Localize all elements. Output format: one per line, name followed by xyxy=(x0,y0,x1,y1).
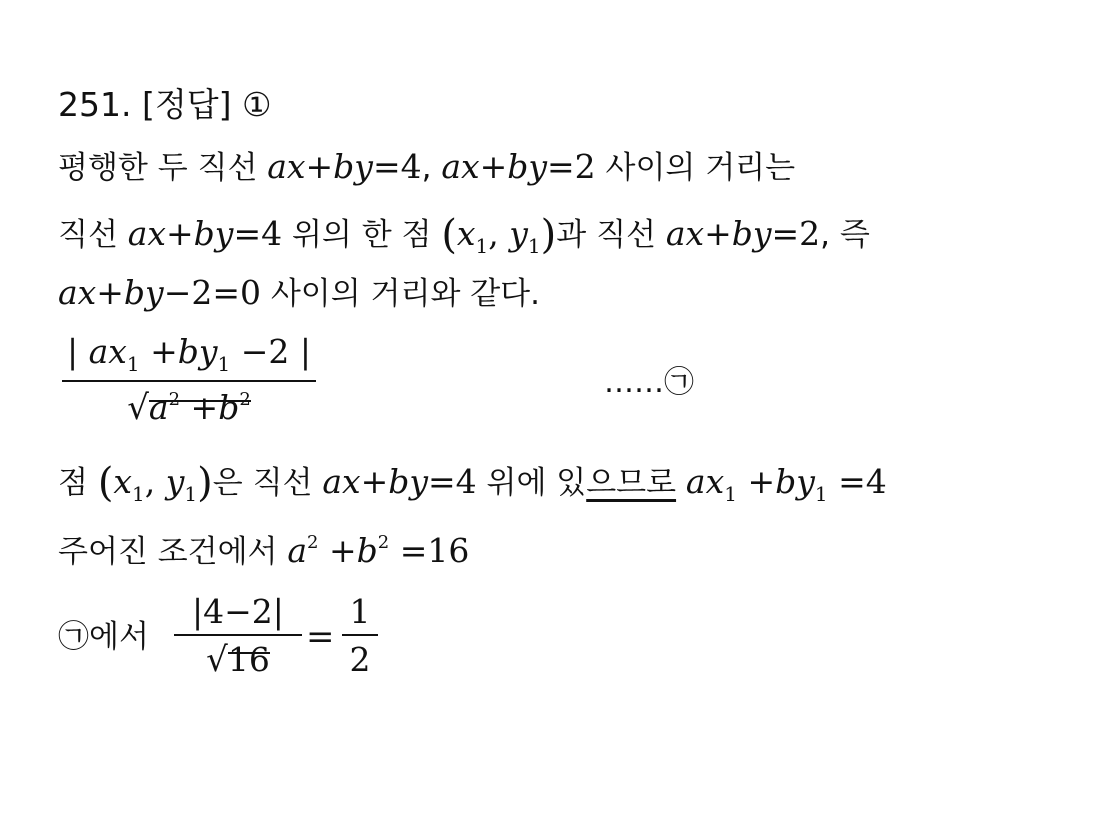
math: y xyxy=(165,462,185,501)
paren-left: ( xyxy=(97,460,114,506)
math: ax+by xyxy=(58,273,164,312)
sqrt-symbol: √ xyxy=(206,640,228,680)
math: ax+by xyxy=(267,147,373,186)
answer-title: 251. [정답] ① xyxy=(58,85,272,124)
math: a xyxy=(287,531,308,570)
math: −2=0 xyxy=(163,273,261,312)
math: by xyxy=(775,462,815,501)
text: 점 xyxy=(58,465,98,501)
line-parallel-lines xyxy=(58,147,796,186)
fraction-bar xyxy=(62,380,316,382)
line-result-label: ㉠에서 xyxy=(58,619,149,655)
math: y xyxy=(509,214,528,253)
math: ax+by xyxy=(665,214,772,253)
subscript: 1 xyxy=(184,482,198,506)
sqrt xyxy=(206,640,270,680)
math: + xyxy=(180,388,219,427)
text: 위의 한 점 xyxy=(282,217,442,253)
fraction-denominator xyxy=(62,388,316,428)
math: =4 xyxy=(233,214,283,253)
text: 과 직선 xyxy=(556,217,666,253)
distance-formula-fraction xyxy=(62,330,316,436)
math: =2 xyxy=(771,214,821,253)
fraction-numerator xyxy=(342,592,378,631)
math: =16 xyxy=(389,531,470,570)
text: , xyxy=(421,150,442,186)
fraction-bar xyxy=(342,634,378,636)
text: , 즉 xyxy=(820,217,870,253)
fraction-bar xyxy=(174,634,302,636)
text: 직선 xyxy=(58,217,128,253)
math: b xyxy=(218,388,240,427)
math: ax xyxy=(685,462,725,501)
paren-left: ( xyxy=(441,212,457,258)
superscript: 2 xyxy=(168,389,181,410)
subscript: 1 xyxy=(475,234,489,258)
subscript: 1 xyxy=(724,482,737,506)
math: ax xyxy=(88,332,127,371)
math: =4 xyxy=(372,147,422,186)
math: by xyxy=(177,332,218,371)
line-point-on-line xyxy=(58,212,870,258)
math: a xyxy=(148,388,169,427)
line-point-substitution xyxy=(58,460,887,506)
math: | xyxy=(66,332,89,371)
math: =4 xyxy=(827,462,887,501)
text: 사이의 거리는 xyxy=(595,150,796,186)
math: 2 xyxy=(349,640,371,679)
result-fraction-left xyxy=(174,590,302,686)
text: 평행한 두 직선 xyxy=(58,150,268,186)
subscript: 1 xyxy=(217,352,231,376)
math: + xyxy=(318,531,357,570)
math: 1 xyxy=(349,592,371,631)
math: ax+by xyxy=(127,214,234,253)
line-distance-equal xyxy=(58,273,540,312)
superscript: 2 xyxy=(239,389,251,410)
paren-right: ) xyxy=(197,460,213,506)
superscript: 2 xyxy=(307,532,319,553)
math: + xyxy=(736,462,776,501)
subscript: 1 xyxy=(527,234,541,258)
math: , xyxy=(144,462,166,501)
subscript: 1 xyxy=(132,482,145,506)
math: ax+by xyxy=(322,462,429,501)
math: x xyxy=(456,214,476,253)
math: , xyxy=(488,214,510,253)
text: 위에 있 xyxy=(476,465,587,501)
fraction-numerator xyxy=(174,592,302,631)
line-given-condition xyxy=(58,531,470,570)
text: 주어진 조건에서 xyxy=(58,534,288,570)
math: x xyxy=(113,462,133,501)
math: b xyxy=(356,531,378,570)
sqrt xyxy=(127,388,251,428)
underlined-text: 으므로 xyxy=(586,465,677,501)
fraction-numerator xyxy=(62,332,316,376)
superscript: 2 xyxy=(377,532,390,553)
result-fraction-right xyxy=(342,590,378,686)
paren-right: ) xyxy=(540,212,557,258)
fraction-denominator xyxy=(342,640,378,679)
subscript: 1 xyxy=(126,352,140,376)
equals-sign: = xyxy=(306,617,335,657)
sqrt-symbol: √ xyxy=(127,388,149,428)
math: −2 | xyxy=(230,332,312,371)
equation-marker: ……㉠ xyxy=(604,365,694,400)
math: + xyxy=(139,332,178,371)
fraction-denominator xyxy=(174,640,302,680)
math: =2 xyxy=(547,147,596,186)
subscript: 1 xyxy=(814,482,828,506)
math: =4 xyxy=(428,462,477,501)
math: 16 xyxy=(227,640,270,679)
text: 사이의 거리와 같다. xyxy=(261,276,540,312)
math: |4−2| xyxy=(192,592,284,631)
math: ax+by xyxy=(441,147,548,186)
text: 은 직선 xyxy=(212,465,323,501)
